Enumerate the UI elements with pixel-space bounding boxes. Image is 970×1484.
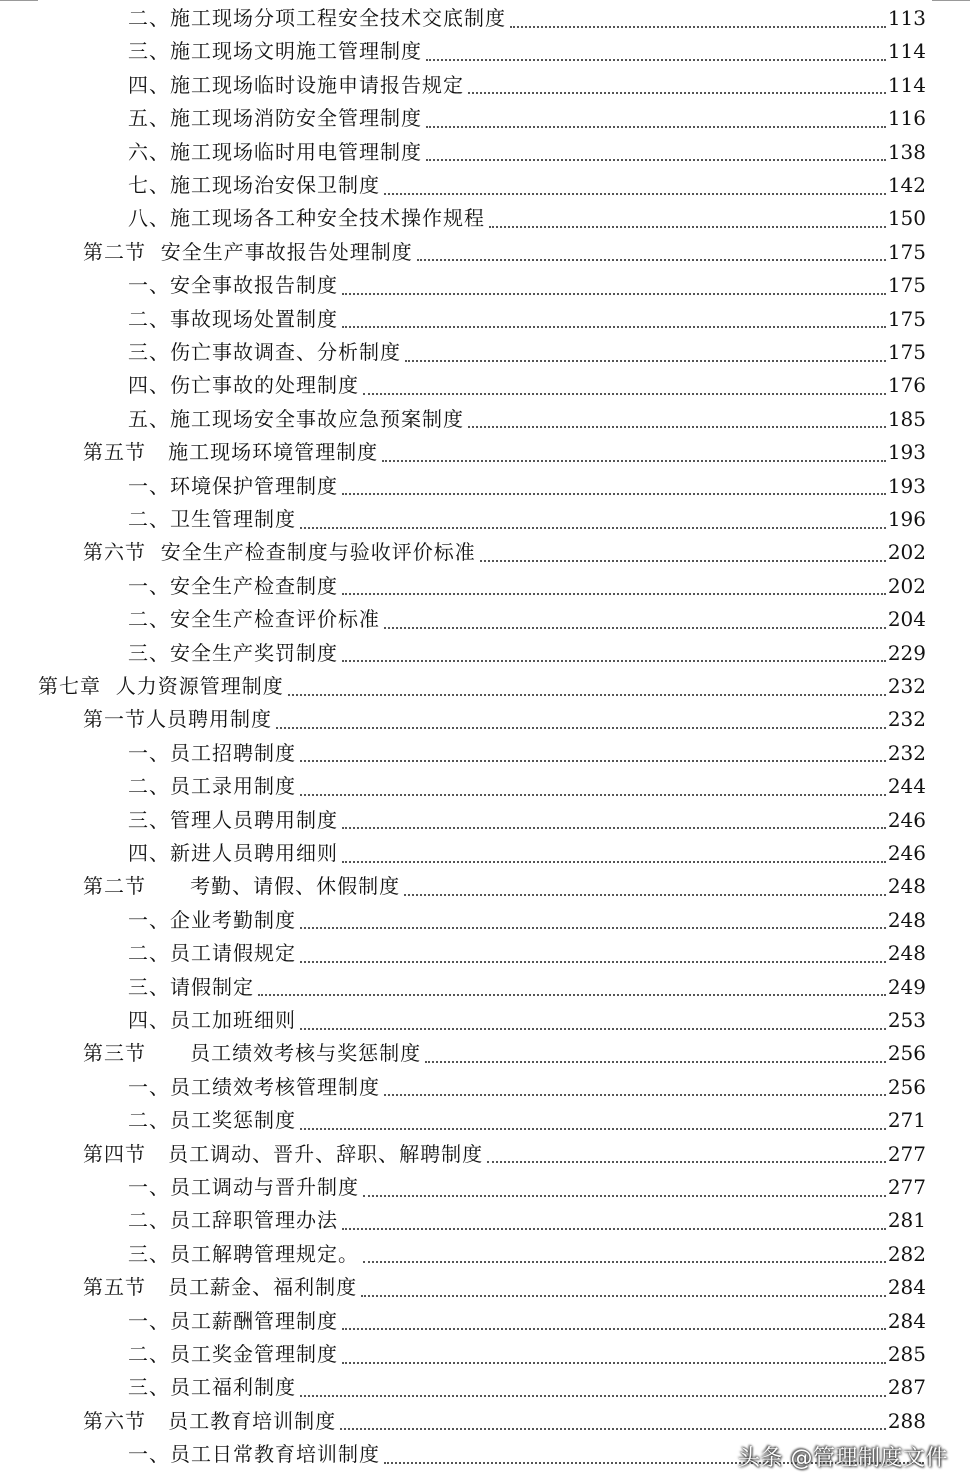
toc-entry-title: 一、安全生产检查制度: [128, 573, 338, 598]
toc-entry-page-number: 256: [887, 1041, 926, 1066]
top-left-rule: [0, 0, 38, 1]
toc-entry-section[interactable]: [83, 436, 926, 468]
dot-leader: [489, 225, 886, 228]
toc-entry-title: 三、管理人员聘用制度: [128, 807, 338, 832]
toc-entry-item[interactable]: [128, 1071, 926, 1103]
toc-entry-page-number: 193: [887, 473, 926, 498]
toc-entry-title: 第六节 安全生产检查制度与验收评价标准: [83, 540, 476, 565]
toc-entry-title: 二、卫生管理制度: [128, 507, 296, 531]
toc-entry-title: 第五节 施工现场环境管理制度: [83, 440, 379, 465]
toc-entry-item[interactable]: [128, 603, 926, 635]
dot-leader: [487, 1160, 886, 1163]
dot-leader: [342, 659, 886, 662]
dot-leader: [342, 1361, 886, 1364]
toc-entry-title: 一、企业考勤制度: [128, 907, 296, 932]
toc-entry-page-number: 193: [887, 440, 926, 465]
toc-entry-page-number: 142: [887, 173, 926, 197]
toc-entry-title: 五、施工现场消防安全管理制度: [128, 106, 422, 131]
dot-leader: [382, 459, 886, 462]
dot-leader: [300, 759, 886, 762]
toc-entry-item[interactable]: [128, 303, 926, 335]
toc-entry-item[interactable]: [128, 1338, 926, 1370]
dot-leader: [425, 1060, 886, 1063]
toc-entry-section[interactable]: [83, 703, 926, 735]
toc-entry-page-number: 150: [887, 206, 926, 231]
toc-entry-item[interactable]: [128, 1171, 926, 1203]
toc-entry-item[interactable]: [128, 1305, 926, 1337]
toc-entry-title: 二、施工现场分项工程安全技术交底制度: [128, 6, 506, 30]
toc-entry-item[interactable]: [128, 102, 926, 134]
toc-entry-chapter[interactable]: [38, 670, 926, 702]
dot-leader: [480, 559, 886, 562]
toc-entry-item[interactable]: [128, 1238, 926, 1270]
toc-entry-title: 二、员工奖金管理制度: [128, 1342, 338, 1366]
dot-leader: [342, 325, 886, 328]
toc-entry-item[interactable]: [128, 2, 926, 34]
toc-entry-title: 一、员工日常教育培训制度: [128, 1442, 380, 1467]
dot-leader: [342, 1227, 886, 1230]
dot-leader: [363, 1194, 886, 1197]
dot-leader: [426, 125, 886, 128]
toc-entry-title: 第七章 人力资源管理制度: [38, 674, 284, 698]
toc-entry-section[interactable]: [83, 536, 926, 568]
toc-entry-item[interactable]: [128, 570, 926, 602]
toc-entry-item[interactable]: [128, 503, 926, 535]
toc-entry-item[interactable]: [128, 770, 926, 802]
toc-entry-page-number: 114: [887, 39, 926, 64]
toc-entry-item[interactable]: [128, 169, 926, 201]
toc-entry-title: 三、员工解聘管理规定。: [128, 1241, 359, 1266]
toc-entry-page-number: 285: [887, 1342, 926, 1366]
dot-leader: [300, 1127, 886, 1130]
toc-entry-page-number: 116: [887, 106, 926, 131]
toc-entry-title: 二、事故现场处置制度: [128, 306, 338, 331]
toc-entry-title: 二、员工辞职管理办法: [128, 1208, 338, 1233]
toc-entry-page-number: 249: [887, 974, 926, 999]
toc-entry-title: 七、施工现场治安保卫制度: [128, 173, 380, 197]
toc-entry-title: 五、施工现场安全事故应急预案制度: [128, 406, 464, 431]
toc-entry-item[interactable]: [128, 69, 926, 101]
toc-entry-title: 一、员工招聘制度: [128, 740, 296, 765]
toc-entry-page-number: 175: [887, 306, 926, 331]
toc-entry-item[interactable]: [128, 35, 926, 67]
toc-entry-item[interactable]: [128, 971, 926, 1003]
toc-entry-section[interactable]: [83, 1037, 926, 1069]
toc-entry-title: 四、员工加班细则: [128, 1008, 296, 1032]
toc-entry-page-number: 246: [887, 841, 926, 865]
toc-entry-section[interactable]: [83, 1405, 926, 1437]
toc-entry-page-number: 244: [887, 774, 926, 799]
dot-leader: [288, 693, 886, 696]
toc-entry-page-number: 176: [887, 373, 926, 398]
toc-entry-title: 一、员工绩效考核管理制度: [128, 1074, 380, 1099]
toc-entry-page-number: 175: [887, 239, 926, 264]
toc-entry-page-number: 277: [887, 1175, 926, 1199]
toc-entry-page-number: 232: [887, 707, 926, 732]
toc-entry-item[interactable]: [128, 1204, 926, 1236]
top-right-rule: [932, 0, 970, 1]
toc-entry-title: 三、请假制定: [128, 974, 254, 999]
toc-entry-item[interactable]: [128, 737, 926, 769]
toc-entry-title: 一、员工调动与晋升制度: [128, 1175, 359, 1199]
dot-leader: [426, 58, 886, 61]
dot-leader: [342, 592, 886, 595]
toc-entry-page-number: 271: [887, 1108, 926, 1133]
toc-entry-item[interactable]: [128, 904, 926, 936]
toc-entry-item[interactable]: [128, 937, 926, 969]
toc-entry-page-number: 284: [887, 1308, 926, 1333]
toc-entry-item[interactable]: [128, 269, 926, 301]
dot-leader: [468, 91, 886, 94]
dot-leader: [342, 826, 886, 829]
dot-leader: [300, 526, 886, 529]
dot-leader: [404, 893, 886, 896]
toc-entry-item[interactable]: [128, 336, 926, 368]
toc-entry-page-number: 113: [887, 6, 926, 30]
toc-entry-item[interactable]: [128, 1371, 926, 1403]
toc-entry-title: 三、伤亡事故调查、分析制度: [128, 340, 401, 364]
toc-entry-title: 六、施工现场临时用电管理制度: [128, 139, 422, 164]
toc-entry-title: 二、安全生产检查评价标准: [128, 607, 380, 632]
toc-entry-title: 一、环境保护管理制度: [128, 473, 338, 498]
toc-entry-item[interactable]: [128, 369, 926, 401]
dot-leader: [384, 192, 886, 195]
toc-entry-page-number: 229: [887, 640, 926, 665]
dot-leader: [300, 1027, 886, 1030]
toc-entry-section[interactable]: [83, 870, 926, 902]
toc-entry-title: 八、施工现场各工种安全技术操作规程: [128, 206, 485, 231]
toc-entry-title: 第二节 安全生产事故报告处理制度: [83, 239, 413, 264]
toc-entry-item[interactable]: [128, 1004, 926, 1036]
toc-entry-title: 三、施工现场文明施工管理制度: [128, 39, 422, 64]
toc-entry-title: 四、新进人员聘用细则: [128, 841, 338, 865]
toc-entry-title: 三、安全生产奖罚制度: [128, 640, 338, 665]
toc-entry-title: 第五节 员工薪金、福利制度: [83, 1275, 358, 1300]
dot-leader: [342, 860, 886, 863]
toc-entry-title: 第四节 员工调动、晋升、辞职、解聘制度: [83, 1141, 484, 1166]
toc-entry-page-number: 277: [887, 1141, 926, 1166]
toc-entry-page-number: 232: [887, 674, 926, 698]
toc-entry-title: 第三节 员工绩效考核与奖惩制度: [83, 1041, 422, 1066]
toc-entry-page-number: 202: [887, 573, 926, 598]
toc-entry-title: 四、施工现场临时设施申请报告规定: [128, 72, 464, 97]
toc-entry-title: 二、员工录用制度: [128, 774, 296, 799]
dot-leader: [361, 1294, 886, 1297]
dot-leader: [384, 1093, 886, 1096]
dot-leader: [363, 392, 886, 395]
toc-entry-section[interactable]: [83, 1138, 926, 1170]
toc-entry-page-number: 204: [887, 607, 926, 632]
toc-entry-title: 二、员工奖惩制度: [128, 1108, 296, 1133]
dot-leader: [384, 626, 886, 629]
toc-entry-page-number: 246: [887, 807, 926, 832]
dot-leader: [258, 993, 886, 996]
toc-entry-page-number: 232: [887, 740, 926, 765]
dot-leader: [510, 25, 886, 28]
toc-entry-page-number: 256: [887, 1074, 926, 1099]
dot-leader: [426, 158, 886, 161]
toc-entry-page-number: 284: [887, 1275, 926, 1300]
toc-entry-item[interactable]: [128, 202, 926, 234]
watermark: 头条 @管理制度文件: [738, 1446, 948, 1471]
dot-leader: [276, 726, 886, 729]
toc-entry-page-number: 288: [887, 1408, 926, 1433]
toc-entry-page-number: 281: [887, 1208, 926, 1233]
toc-entry-title: 三、员工福利制度: [128, 1375, 296, 1400]
toc-entry-title: 第一节人员聘用制度: [83, 707, 272, 732]
dot-leader: [405, 359, 886, 362]
dot-leader: [300, 1394, 886, 1397]
dot-leader: [468, 425, 886, 428]
toc-entry-section[interactable]: [83, 1271, 926, 1303]
dot-leader: [342, 492, 886, 495]
toc-entry-page-number: 114: [887, 72, 926, 97]
toc-entry-item[interactable]: [128, 637, 926, 669]
toc-entry-page-number: 287: [887, 1375, 926, 1400]
toc-entry-item[interactable]: [128, 837, 926, 869]
dot-leader: [300, 960, 886, 963]
toc-entry-title: 一、安全事故报告制度: [128, 273, 338, 298]
dot-leader: [342, 1327, 886, 1330]
toc-entry-title: 第二节 考勤、请假、休假制度: [83, 874, 401, 899]
toc-entry-item[interactable]: [128, 1104, 926, 1136]
toc-entry-page-number: 202: [887, 540, 926, 565]
dot-leader: [340, 1427, 886, 1430]
toc-entry-title: 一、员工薪酬管理制度: [128, 1308, 338, 1333]
toc-entry-page-number: 196: [887, 507, 926, 531]
dot-leader: [300, 926, 886, 929]
toc-entry-title: 第六节 员工教育培训制度: [83, 1408, 337, 1433]
toc-entry-page-number: 248: [887, 941, 926, 966]
toc-entry-item[interactable]: [128, 403, 926, 435]
toc-entry-page-number: 282: [887, 1241, 926, 1266]
toc-entry-page-number: 248: [887, 907, 926, 932]
toc-entry-page-number: 248: [887, 874, 926, 899]
toc-entry-page-number: 185: [887, 406, 926, 431]
toc-entry-item[interactable]: [128, 804, 926, 836]
toc-entry-page-number: 175: [887, 340, 926, 364]
dot-leader: [342, 292, 886, 295]
toc-entry-title: 四、伤亡事故的处理制度: [128, 373, 359, 398]
dot-leader: [363, 1260, 886, 1263]
toc-entry-page-number: 253: [887, 1008, 926, 1032]
toc-entry-title: 二、员工请假规定: [128, 941, 296, 966]
toc-entry-item[interactable]: [128, 470, 926, 502]
dot-leader: [300, 793, 886, 796]
toc-entry-page-number: 138: [887, 139, 926, 164]
dot-leader: [417, 258, 886, 261]
toc-entry-section[interactable]: [83, 236, 926, 268]
toc-entry-page-number: 175: [887, 273, 926, 298]
toc-entry-item[interactable]: [128, 136, 926, 168]
